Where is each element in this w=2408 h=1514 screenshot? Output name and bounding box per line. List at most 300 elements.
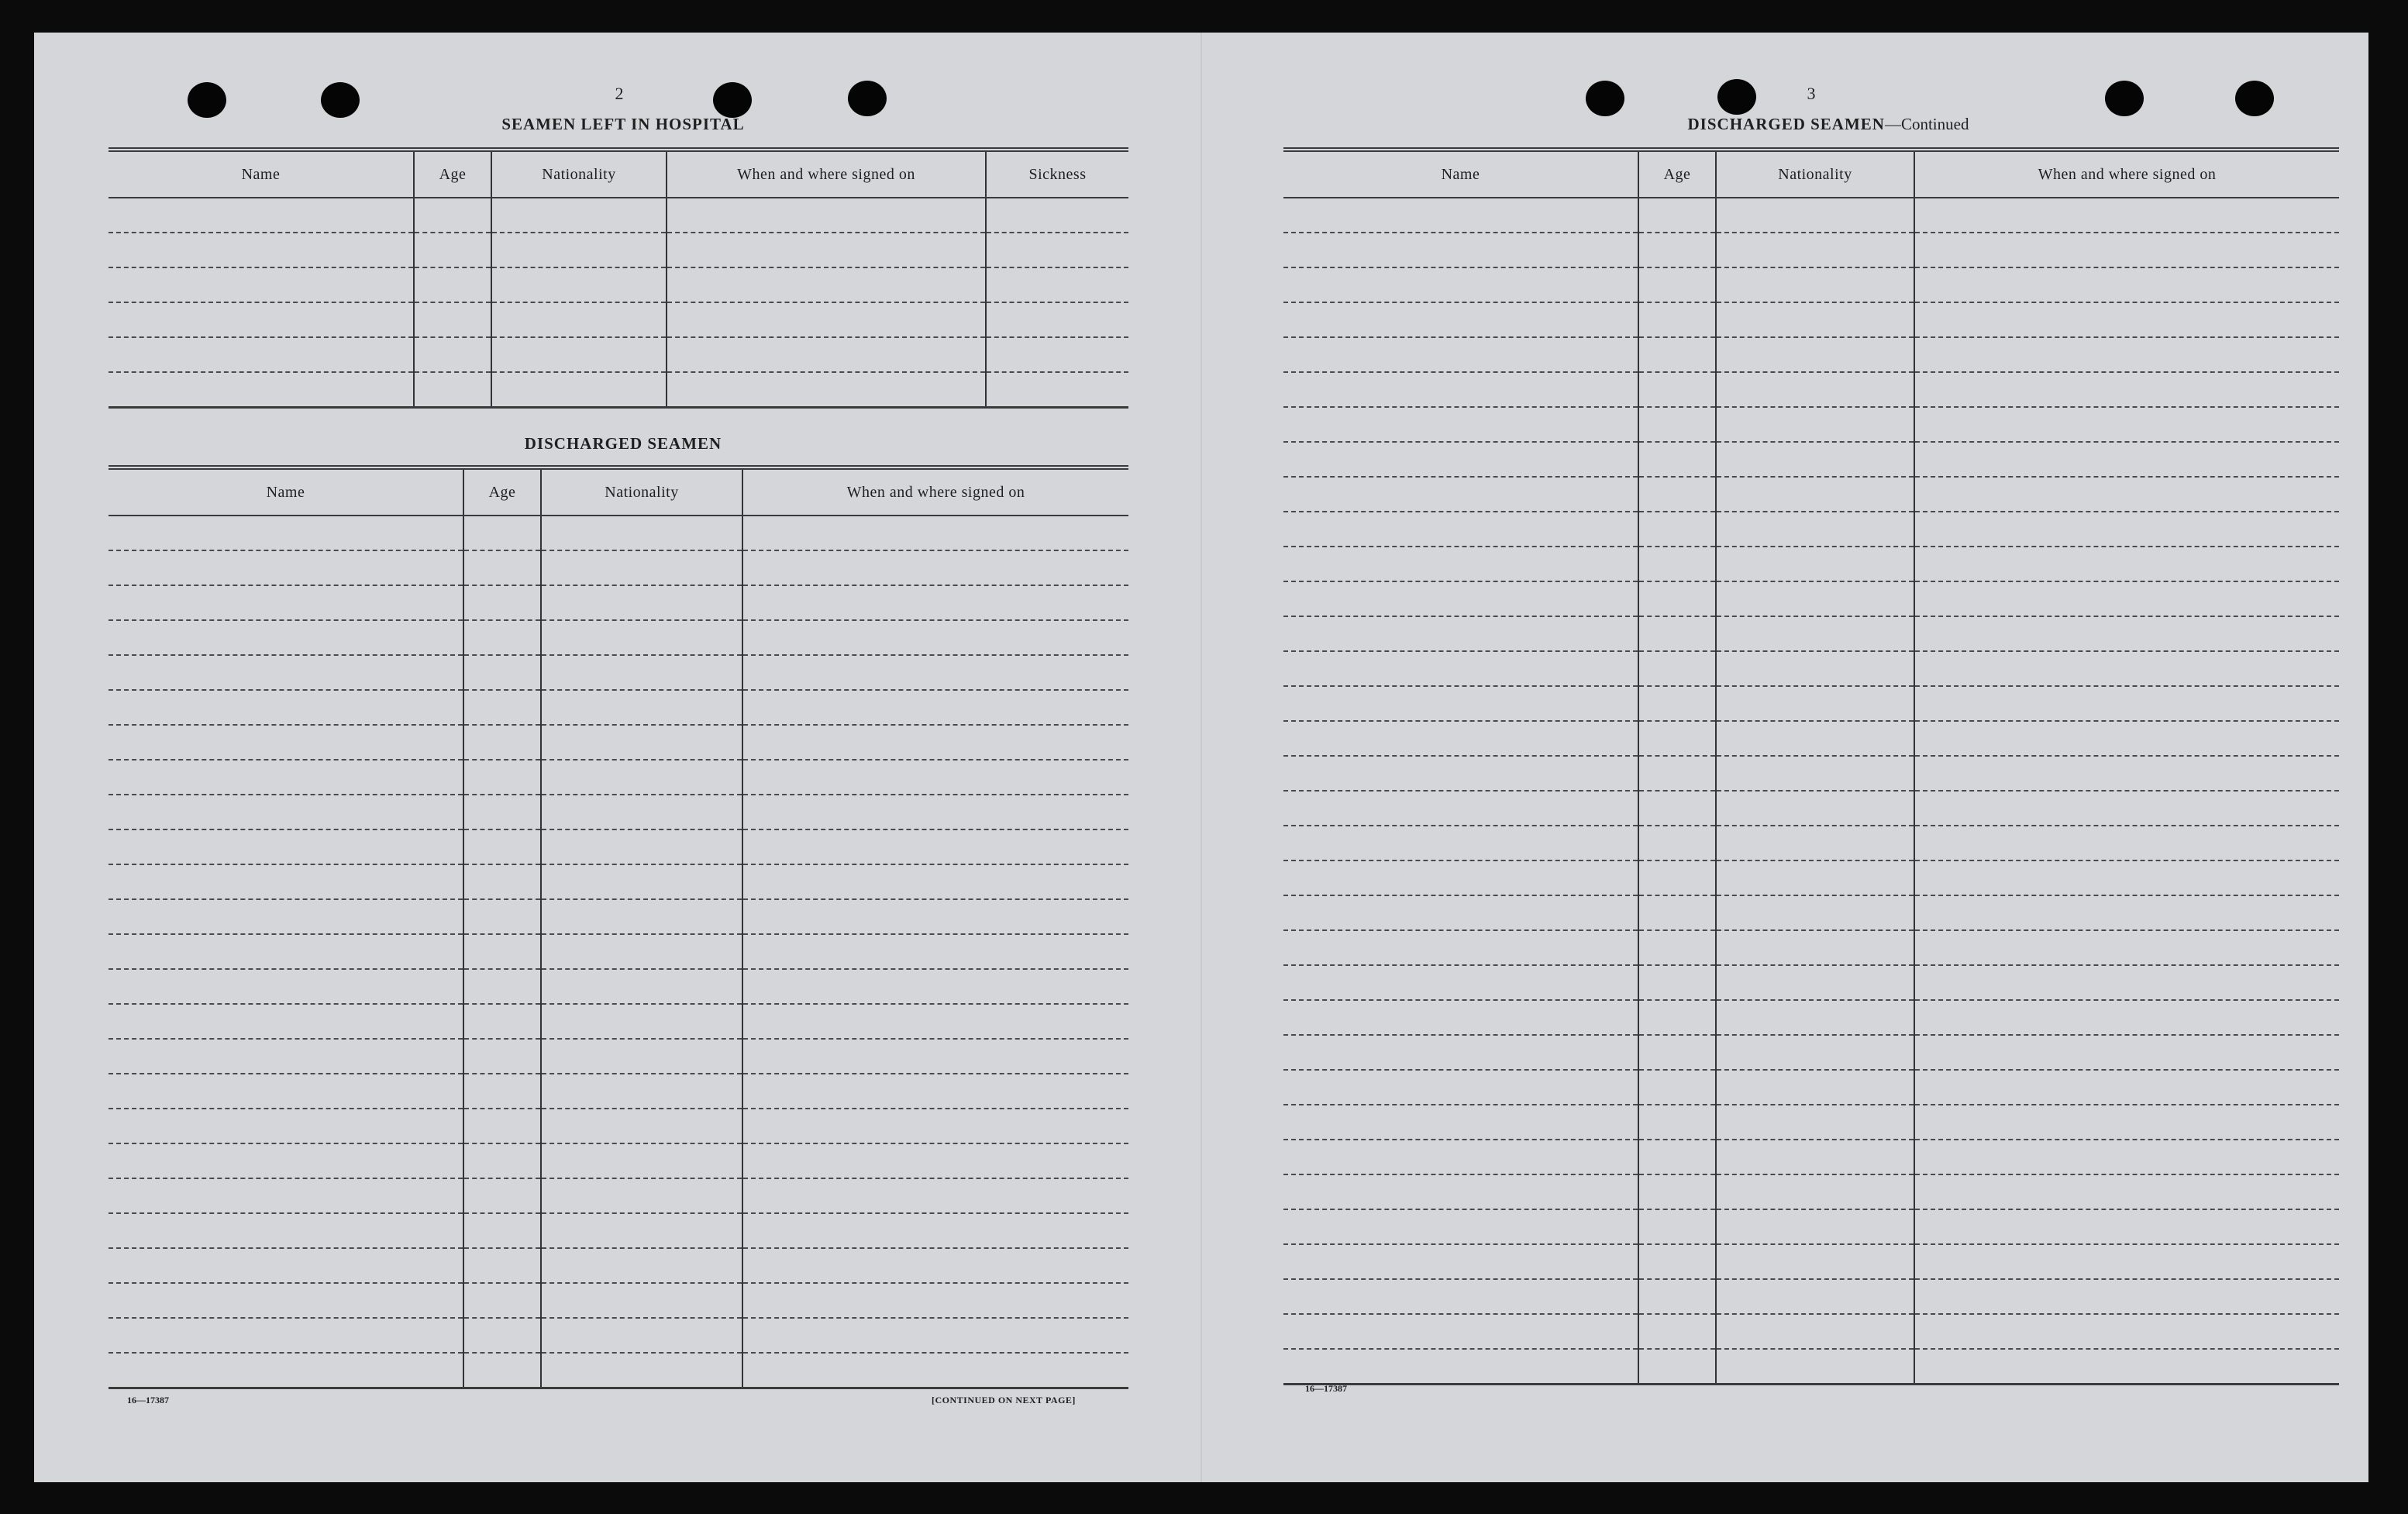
entry-cell[interactable] <box>1716 965 1914 1000</box>
table-row <box>1283 1140 2339 1174</box>
entry-cell[interactable] <box>742 1353 1128 1388</box>
entry-cell[interactable] <box>1638 1314 1716 1349</box>
entry-cell[interactable] <box>463 1353 541 1388</box>
entry-cell[interactable] <box>463 585 541 620</box>
entry-cell[interactable] <box>463 1318 541 1353</box>
entry-cell[interactable] <box>1638 1209 1716 1244</box>
entry-cell[interactable] <box>1283 1035 1638 1070</box>
entry-cell[interactable] <box>1716 1209 1914 1244</box>
entry-cell[interactable] <box>986 372 1128 408</box>
entry-cell[interactable] <box>742 829 1128 864</box>
entry-cell[interactable] <box>1914 233 2339 267</box>
entry-cell[interactable] <box>109 302 414 337</box>
entry-cell[interactable] <box>463 795 541 829</box>
entry-cell[interactable] <box>414 267 491 302</box>
entry-cell[interactable] <box>541 934 742 969</box>
entry-cell[interactable] <box>463 1283 541 1318</box>
entry-cell[interactable] <box>1716 1349 1914 1385</box>
entry-cell[interactable] <box>463 760 541 795</box>
entry-cell[interactable] <box>742 1143 1128 1178</box>
entry-cell[interactable] <box>1638 198 1716 233</box>
entry-cell[interactable] <box>541 1353 742 1388</box>
table-row <box>109 1283 1128 1318</box>
entry-cell[interactable] <box>109 1318 463 1353</box>
entry-cell[interactable] <box>1914 826 2339 860</box>
entry-cell[interactable] <box>463 1213 541 1248</box>
entry-cell[interactable] <box>1638 1000 1716 1035</box>
entry-cell[interactable] <box>109 372 414 408</box>
entry-cell[interactable] <box>541 795 742 829</box>
entry-cell[interactable] <box>463 620 541 655</box>
entry-cell[interactable] <box>491 337 667 372</box>
entry-cell[interactable] <box>463 1109 541 1143</box>
table-row <box>1283 1314 2339 1349</box>
entry-cell[interactable] <box>1283 1000 1638 1035</box>
entry-cell[interactable] <box>1716 267 1914 302</box>
entry-cell[interactable] <box>1638 686 1716 721</box>
entry-cell[interactable] <box>1638 233 1716 267</box>
entry-cell[interactable] <box>463 899 541 934</box>
entry-cell[interactable] <box>109 198 414 233</box>
entry-cell[interactable] <box>109 1074 463 1109</box>
table-row <box>1283 512 2339 547</box>
entry-cell[interactable] <box>109 550 463 585</box>
entry-cell[interactable] <box>1283 791 1638 826</box>
entry-cell[interactable] <box>1638 512 1716 547</box>
entry-cell[interactable] <box>463 725 541 760</box>
table-row <box>1283 372 2339 407</box>
entry-cell[interactable] <box>109 337 414 372</box>
entry-cell[interactable] <box>1716 1174 1914 1209</box>
entry-cell[interactable] <box>414 302 491 337</box>
entry-cell[interactable] <box>742 795 1128 829</box>
entry-cell[interactable] <box>541 550 742 585</box>
entry-cell[interactable] <box>667 302 986 337</box>
entry-cell[interactable] <box>1283 930 1638 965</box>
entry-cell[interactable] <box>1914 512 2339 547</box>
entry-cell[interactable] <box>1914 895 2339 930</box>
entry-cell[interactable] <box>491 198 667 233</box>
entry-cell[interactable] <box>1914 407 2339 442</box>
entry-cell[interactable] <box>1283 826 1638 860</box>
entry-cell[interactable] <box>986 198 1128 233</box>
entry-cell[interactable] <box>1283 1140 1638 1174</box>
entry-cell[interactable] <box>1638 826 1716 860</box>
entry-cell[interactable] <box>541 1318 742 1353</box>
entry-cell[interactable] <box>541 655 742 690</box>
entry-cell[interactable] <box>1638 791 1716 826</box>
entry-cell[interactable] <box>1716 233 1914 267</box>
entry-cell[interactable] <box>414 233 491 267</box>
entry-cell[interactable] <box>742 1074 1128 1109</box>
entry-cell[interactable] <box>1716 616 1914 651</box>
entry-cell[interactable] <box>1638 1174 1716 1209</box>
column-header-nationality: Nationality <box>541 467 742 516</box>
entry-cell[interactable] <box>1283 860 1638 895</box>
entry-cell[interactable] <box>109 1353 463 1388</box>
entry-cell[interactable] <box>1716 547 1914 581</box>
entry-cell[interactable] <box>463 550 541 585</box>
entry-cell[interactable] <box>109 1004 463 1039</box>
entry-cell[interactable] <box>414 198 491 233</box>
entry-cell[interactable] <box>541 516 742 550</box>
entry-cell[interactable] <box>1638 1279 1716 1314</box>
entry-cell[interactable] <box>1716 581 1914 616</box>
entry-cell[interactable] <box>1716 651 1914 686</box>
entry-cell[interactable] <box>667 233 986 267</box>
entry-cell[interactable] <box>541 1109 742 1143</box>
entry-cell[interactable] <box>1914 372 2339 407</box>
entry-cell[interactable] <box>1716 791 1914 826</box>
entry-cell[interactable] <box>463 1039 541 1074</box>
entry-cell[interactable] <box>1716 442 1914 477</box>
entry-cell[interactable] <box>667 267 986 302</box>
entry-cell[interactable] <box>1638 407 1716 442</box>
entry-cell[interactable] <box>1283 616 1638 651</box>
entry-cell[interactable] <box>1283 756 1638 791</box>
entry-cell[interactable] <box>1638 1349 1716 1385</box>
form-code-left: 16—17387 <box>127 1395 169 1405</box>
entry-cell[interactable] <box>463 690 541 725</box>
entry-cell[interactable] <box>109 725 463 760</box>
entry-cell[interactable] <box>742 516 1128 550</box>
entry-cell[interactable] <box>1716 302 1914 337</box>
entry-cell[interactable] <box>986 302 1128 337</box>
entry-cell[interactable] <box>742 655 1128 690</box>
entry-cell[interactable] <box>1638 1070 1716 1105</box>
entry-cell[interactable] <box>463 1248 541 1283</box>
entry-cell[interactable] <box>1716 1314 1914 1349</box>
entry-cell[interactable] <box>1638 895 1716 930</box>
entry-cell[interactable] <box>1716 860 1914 895</box>
entry-cell[interactable] <box>109 585 463 620</box>
entry-cell[interactable] <box>109 620 463 655</box>
table-row <box>1283 686 2339 721</box>
entry-cell[interactable] <box>742 864 1128 899</box>
entry-cell[interactable] <box>1638 930 1716 965</box>
entry-cell[interactable] <box>109 267 414 302</box>
entry-cell[interactable] <box>541 1248 742 1283</box>
table-row <box>109 1143 1128 1178</box>
entry-cell[interactable] <box>1914 756 2339 791</box>
entry-cell[interactable] <box>742 1213 1128 1248</box>
entry-cell[interactable] <box>742 690 1128 725</box>
entry-cell[interactable] <box>1283 233 1638 267</box>
entry-cell[interactable] <box>1716 1244 1914 1279</box>
entry-cell[interactable] <box>463 655 541 690</box>
entry-cell[interactable] <box>1283 442 1638 477</box>
entry-cell[interactable] <box>1914 1279 2339 1314</box>
entry-cell[interactable] <box>986 233 1128 267</box>
entry-cell[interactable] <box>109 1109 463 1143</box>
table-row <box>1283 1279 2339 1314</box>
entry-cell[interactable] <box>1716 372 1914 407</box>
entry-cell[interactable] <box>742 760 1128 795</box>
table-row <box>1283 651 2339 686</box>
entry-cell[interactable] <box>541 1178 742 1213</box>
entry-cell[interactable] <box>1638 547 1716 581</box>
entry-cell[interactable] <box>1914 1105 2339 1140</box>
entry-cell[interactable] <box>1914 337 2339 372</box>
entry-cell[interactable] <box>1638 1140 1716 1174</box>
entry-cell[interactable] <box>1638 581 1716 616</box>
entry-cell[interactable] <box>742 620 1128 655</box>
entry-cell[interactable] <box>463 1178 541 1213</box>
entry-cell[interactable] <box>1638 442 1716 477</box>
entry-cell[interactable] <box>1914 930 2339 965</box>
entry-cell[interactable] <box>1914 547 2339 581</box>
entry-cell[interactable] <box>1283 965 1638 1000</box>
column-header-when-and-where-signed-on: When and where signed on <box>1914 150 2339 198</box>
table-row <box>109 1353 1128 1388</box>
table-row <box>1283 233 2339 267</box>
entry-cell[interactable] <box>1638 1105 1716 1140</box>
entry-cell[interactable] <box>1914 686 2339 721</box>
entry-cell[interactable] <box>109 1143 463 1178</box>
entry-cell[interactable] <box>541 760 742 795</box>
entry-cell[interactable] <box>463 1004 541 1039</box>
entry-cell[interactable] <box>541 725 742 760</box>
entry-cell[interactable] <box>1283 512 1638 547</box>
entry-cell[interactable] <box>1283 1174 1638 1209</box>
entry-cell[interactable] <box>414 337 491 372</box>
entry-cell[interactable] <box>463 1143 541 1178</box>
table-row <box>109 550 1128 585</box>
entry-cell[interactable] <box>1914 860 2339 895</box>
entry-cell[interactable] <box>1716 477 1914 512</box>
entry-cell[interactable] <box>1638 756 1716 791</box>
entry-cell[interactable] <box>463 969 541 1004</box>
entry-cell[interactable] <box>1716 686 1914 721</box>
entry-cell[interactable] <box>109 1248 463 1283</box>
table-row <box>109 302 1128 337</box>
entry-cell[interactable] <box>1638 616 1716 651</box>
entry-cell[interactable] <box>1914 721 2339 756</box>
entry-cell[interactable] <box>463 829 541 864</box>
entry-cell[interactable] <box>1283 198 1638 233</box>
entry-cell[interactable] <box>1914 1209 2339 1244</box>
entry-cell[interactable] <box>109 1283 463 1318</box>
table-row <box>1283 860 2339 895</box>
entry-cell[interactable] <box>1283 1244 1638 1279</box>
entry-cell[interactable] <box>541 690 742 725</box>
entry-cell[interactable] <box>1716 1070 1914 1105</box>
entry-cell[interactable] <box>1716 826 1914 860</box>
entry-cell[interactable] <box>667 198 986 233</box>
entry-cell[interactable] <box>463 864 541 899</box>
entry-cell[interactable] <box>1716 1140 1914 1174</box>
entry-cell[interactable] <box>109 516 463 550</box>
entry-cell[interactable] <box>109 1213 463 1248</box>
entry-cell[interactable] <box>1914 1000 2339 1035</box>
entry-cell[interactable] <box>109 829 463 864</box>
entry-cell[interactable] <box>1283 477 1638 512</box>
entry-cell[interactable] <box>1716 1035 1914 1070</box>
entry-cell[interactable] <box>1638 965 1716 1000</box>
entry-cell[interactable] <box>491 233 667 267</box>
table-row <box>109 864 1128 899</box>
entry-cell[interactable] <box>1914 1070 2339 1105</box>
entry-cell[interactable] <box>541 1004 742 1039</box>
entry-cell[interactable] <box>109 760 463 795</box>
entry-cell[interactable] <box>1283 721 1638 756</box>
table-row <box>109 620 1128 655</box>
entry-cell[interactable] <box>986 337 1128 372</box>
entry-cell[interactable] <box>1914 651 2339 686</box>
entry-cell[interactable] <box>1914 198 2339 233</box>
entry-cell[interactable] <box>986 267 1128 302</box>
entry-cell[interactable] <box>1283 407 1638 442</box>
entry-cell[interactable] <box>414 372 491 408</box>
entry-cell[interactable] <box>109 1178 463 1213</box>
entry-cell[interactable] <box>541 829 742 864</box>
entry-cell[interactable] <box>1638 1244 1716 1279</box>
entry-cell[interactable] <box>1716 756 1914 791</box>
entry-cell[interactable] <box>1283 651 1638 686</box>
entry-cell[interactable] <box>742 934 1128 969</box>
entry-cell[interactable] <box>109 969 463 1004</box>
entry-cell[interactable] <box>1283 1105 1638 1140</box>
entry-cell[interactable] <box>541 1074 742 1109</box>
entry-cell[interactable] <box>109 899 463 934</box>
entry-cell[interactable] <box>1283 686 1638 721</box>
entry-cell[interactable] <box>742 1178 1128 1213</box>
table-row <box>109 969 1128 1004</box>
entry-cell[interactable] <box>742 550 1128 585</box>
entry-cell[interactable] <box>1283 267 1638 302</box>
punch-hole <box>2105 81 2144 116</box>
entry-cell[interactable] <box>1914 1174 2339 1209</box>
entry-cell[interactable] <box>1283 1279 1638 1314</box>
entry-cell[interactable] <box>1283 547 1638 581</box>
entry-cell[interactable] <box>1914 442 2339 477</box>
entry-cell[interactable] <box>1638 337 1716 372</box>
entry-cell[interactable] <box>463 1074 541 1109</box>
entry-cell[interactable] <box>541 620 742 655</box>
entry-cell[interactable] <box>1716 1000 1914 1035</box>
entry-cell[interactable] <box>541 1283 742 1318</box>
entry-cell[interactable] <box>541 899 742 934</box>
entry-cell[interactable] <box>742 969 1128 1004</box>
column-header-when-and-where-signed-on: When and where signed on <box>742 467 1128 516</box>
entry-cell[interactable] <box>1283 895 1638 930</box>
entry-cell[interactable] <box>1914 965 2339 1000</box>
entry-cell[interactable] <box>1638 477 1716 512</box>
entry-cell[interactable] <box>541 1213 742 1248</box>
entry-cell[interactable] <box>1914 616 2339 651</box>
entry-cell[interactable] <box>1716 1279 1914 1314</box>
entry-cell[interactable] <box>1914 1244 2339 1279</box>
entry-cell[interactable] <box>1914 581 2339 616</box>
entry-cell[interactable] <box>1283 1209 1638 1244</box>
entry-cell[interactable] <box>1716 512 1914 547</box>
punch-hole <box>1717 79 1756 115</box>
entry-cell[interactable] <box>1914 477 2339 512</box>
entry-cell[interactable] <box>541 585 742 620</box>
entry-cell[interactable] <box>742 1004 1128 1039</box>
entry-cell[interactable] <box>1716 407 1914 442</box>
entry-cell[interactable] <box>491 267 667 302</box>
entry-cell[interactable] <box>742 585 1128 620</box>
entry-cell[interactable] <box>667 372 986 408</box>
entry-cell[interactable] <box>742 1283 1128 1318</box>
entry-cell[interactable] <box>1914 1314 2339 1349</box>
entry-cell[interactable] <box>742 899 1128 934</box>
table-row <box>109 198 1128 233</box>
entry-cell[interactable] <box>541 1039 742 1074</box>
discharged-continued-title <box>1615 115 2041 134</box>
entry-cell[interactable] <box>109 864 463 899</box>
entry-cell[interactable] <box>1283 1349 1638 1385</box>
page-number-left: 2 <box>615 84 624 103</box>
entry-cell[interactable] <box>1914 791 2339 826</box>
entry-cell[interactable] <box>1914 1140 2339 1174</box>
table-row <box>109 1004 1128 1039</box>
entry-cell[interactable] <box>1914 302 2339 337</box>
entry-cell[interactable] <box>1638 372 1716 407</box>
entry-cell[interactable] <box>742 725 1128 760</box>
entry-cell[interactable] <box>1638 302 1716 337</box>
entry-cell[interactable] <box>1638 721 1716 756</box>
entry-cell[interactable] <box>1914 1349 2339 1385</box>
entry-cell[interactable] <box>109 690 463 725</box>
entry-cell[interactable] <box>1914 1035 2339 1070</box>
discharged-table <box>109 465 1128 1389</box>
entry-cell[interactable] <box>541 1143 742 1178</box>
entry-cell[interactable] <box>742 1109 1128 1143</box>
entry-cell[interactable] <box>1283 1314 1638 1349</box>
entry-cell[interactable] <box>1716 1105 1914 1140</box>
discharged-section-title: DISCHARGED SEAMEN <box>524 434 722 453</box>
entry-cell[interactable] <box>463 516 541 550</box>
entry-cell[interactable] <box>109 934 463 969</box>
entry-cell[interactable] <box>109 1039 463 1074</box>
entry-cell[interactable] <box>541 864 742 899</box>
entry-cell[interactable] <box>1283 372 1638 407</box>
entry-cell[interactable] <box>667 337 986 372</box>
entry-cell[interactable] <box>109 655 463 690</box>
entry-cell[interactable] <box>1283 337 1638 372</box>
entry-cell[interactable] <box>1716 198 1914 233</box>
entry-cell[interactable] <box>1716 930 1914 965</box>
table-header-row <box>109 467 1128 516</box>
entry-cell[interactable] <box>742 1318 1128 1353</box>
entry-cell[interactable] <box>491 302 667 337</box>
column-header-name: Name <box>1283 150 1638 198</box>
entry-cell[interactable] <box>1638 651 1716 686</box>
entry-cell[interactable] <box>1914 267 2339 302</box>
entry-cell[interactable] <box>109 233 414 267</box>
entry-cell[interactable] <box>109 795 463 829</box>
entry-cell[interactable] <box>1638 860 1716 895</box>
entry-cell[interactable] <box>1283 1070 1638 1105</box>
table-row <box>109 1213 1128 1248</box>
entry-cell[interactable] <box>742 1248 1128 1283</box>
entry-cell[interactable] <box>742 1039 1128 1074</box>
entry-cell[interactable] <box>1283 302 1638 337</box>
entry-cell[interactable] <box>1716 895 1914 930</box>
entry-cell[interactable] <box>1716 337 1914 372</box>
entry-cell[interactable] <box>1638 267 1716 302</box>
entry-cell[interactable] <box>1638 1035 1716 1070</box>
entry-cell[interactable] <box>491 372 667 408</box>
table-row <box>1283 337 2339 372</box>
entry-cell[interactable] <box>541 969 742 1004</box>
entry-cell[interactable] <box>1283 581 1638 616</box>
column-header-nationality: Nationality <box>491 150 667 198</box>
entry-cell[interactable] <box>463 934 541 969</box>
entry-cell[interactable] <box>1716 721 1914 756</box>
